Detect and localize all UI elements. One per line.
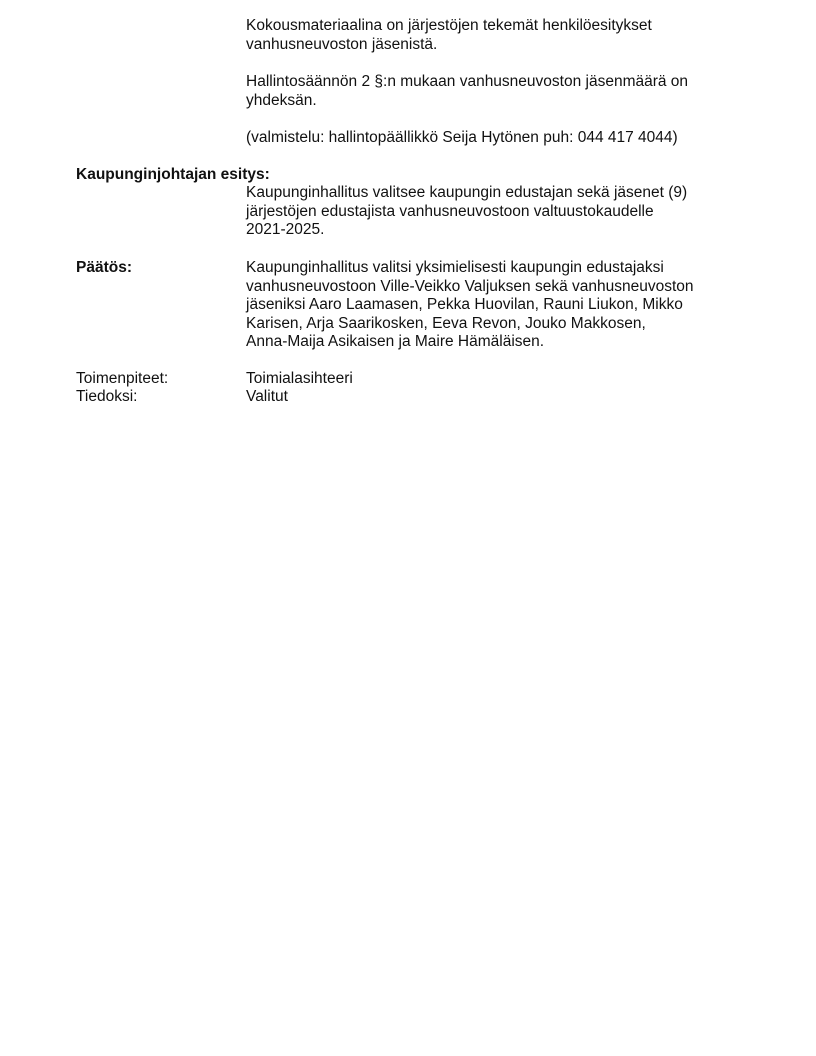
intro-paragraph-member-count [246,73,726,110]
intro-paragraph-materials [246,17,726,54]
actions-value: Toimialasihteeri [246,370,353,387]
info-value: Valitut [246,388,288,405]
proposal-text [246,184,726,240]
text-line: (valmistelu: hallintopäällikkö Seija Hytönen puh: 044 417 4044) [246,129,678,146]
decision-text [246,259,726,352]
text-line: vanhusneuvoston jäsenistä. [246,35,438,53]
actions-label: Toimenpiteet: [76,370,169,387]
text-line: Kaupunginhallitus valitsi yksimielisesti kaupungin edustajaksi [246,259,664,276]
text-line: Kaupunginhallitus valitsee kaupungin edustajan sekä jäsenet (9) [246,184,688,201]
text-line: jäseniksi Aaro Laamasen, Pekka Huovilan, Rauni Liukon, Mikko [246,296,683,313]
info-label: Tiedoksi: [76,388,138,405]
proposal-heading: Kaupunginjohtajan esitys: [76,166,270,183]
text-line: Hallintosäännön 2 §:n mukaan vanhusneuvoston jäsenmäärä on [246,73,689,90]
text-line: yhdeksän. [246,91,317,109]
decision-label: Päätös: [76,259,132,276]
intro-paragraph-preparer [246,129,726,148]
text-line: järjestöjen edustajista vanhusneuvostoon valtuustokaudelle [246,202,654,220]
text-line: Karisen, Arja Saarikosken, Eeva Revon, Jouko Makkosen, [246,314,646,332]
text-line: Anna-Maija Asikaisen ja Maire Hämäläisen. [246,333,545,350]
text-line: Kokousmateriaalina on järjestöjen tekemät henkilöesitykset [246,17,652,34]
text-line: 2021-2025. [246,221,325,238]
text-line: vanhusneuvostoon Ville-Veikko Valjuksen sekä vanhusneuvoston [246,277,694,295]
